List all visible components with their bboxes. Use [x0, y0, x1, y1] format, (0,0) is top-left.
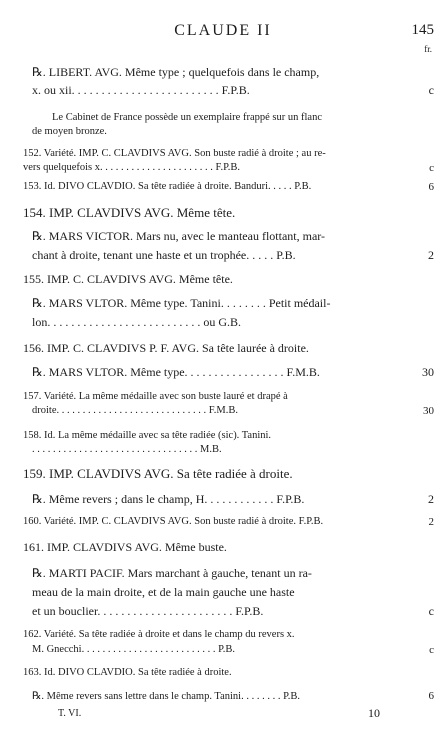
- rarity-value: 30: [422, 365, 434, 379]
- rarity-value: c: [428, 83, 434, 97]
- rarity-value: 30: [423, 405, 434, 417]
- text-line: 156. IMP. C. CLAVDIVS P. F. AVG. Sa tête laurée à droite.: [23, 341, 309, 355]
- text-line: ℞. MARS VICTOR. Mars nu, avec le manteau flottant, mar-: [32, 229, 326, 243]
- text-line: . . . . . . . . . . . . . . . . . . . . . . . . . . . . . . . . M.B.: [32, 444, 222, 455]
- rarity-value: 2: [428, 248, 434, 262]
- text-line: M. Gnecchi. . . . . . . . . . . . . . . . . . . . . . . . . . P.B.: [32, 644, 235, 655]
- text-line: 160. Variété. IMP. C. CLAVDIVS AVG. Son buste radié à droite. F.P.B.: [23, 516, 324, 527]
- text-line: 155. IMP. C. CLAVDIVS AVG. Même tête.: [23, 272, 233, 286]
- text-line: meau de la main droite, et de la main gauche une haste: [32, 585, 295, 599]
- sheet-signature: 10: [368, 706, 380, 720]
- rarity-value: c: [429, 644, 434, 656]
- text-line: 154. IMP. CLAVDIVS AVG. Même tête.: [23, 205, 236, 220]
- rarity-value: c: [429, 162, 434, 174]
- rarity-value: 6: [428, 690, 434, 702]
- rarity-value: 2: [428, 516, 434, 528]
- text-line: droite. . . . . . . . . . . . . . . . . . . . . . . . . . . . . F.M.B.: [32, 405, 238, 416]
- text-line: 157. Variété. La même médaille avec son buste lauré et drapé à: [23, 391, 288, 402]
- text-line: ℞. MARS VLTOR. Même type. Tanini. . . . . . . . Petit médail-: [32, 296, 331, 310]
- rarity-value: c: [428, 604, 434, 618]
- text-line: Le Cabinet de France possède un exemplaire frappé sur un flanc: [52, 112, 322, 123]
- text-line: ℞. Même revers ; dans le champ, H. . . . . . . . . . . . F.P.B.: [32, 492, 305, 506]
- rarity-column-label: fr.: [424, 44, 432, 54]
- text-line: 158. Id. La même médaille avec sa tête radiée (sic). Tanini.: [23, 430, 272, 441]
- text-line: 161. IMP. CLAVDIVS AVG. Même buste.: [23, 540, 227, 554]
- rarity-value: 6: [428, 181, 434, 193]
- volume-marker: T. VI.: [58, 708, 82, 719]
- text-line: ℞. MARTI PACIF. Mars marchant à gauche, tenant un ra-: [32, 566, 312, 580]
- rarity-value: 2: [428, 492, 434, 506]
- text-line: lon. . . . . . . . . . . . . . . . . . . . . . . . . . ou G.B.: [32, 315, 242, 329]
- text-line: et un bouclier. . . . . . . . . . . . . . . . . . . . . . . F.P.B.: [32, 604, 264, 618]
- text-line: x. ou xii. . . . . . . . . . . . . . . . . . . . . . . . . F.P.B.: [32, 83, 250, 97]
- text-line: 153. Id. DIVO CLAVDIO. Sa tête radiée à droite. Banduri. . . . . P.B.: [23, 181, 312, 192]
- text-line: 163. Id. DIVO CLAVDIO. Sa tête radiée à droite.: [23, 667, 232, 678]
- text-line: ℞. MARS VLTOR. Même type. . . . . . . . . . . . . . . . . F.M.B.: [32, 365, 320, 379]
- text-line: 152. Variété. IMP. C. CLAVDIVS AVG. Son buste radié à droite ; au re-: [23, 148, 326, 159]
- text-line: 159. IMP. CLAVDIVS AVG. Sa tête radiée à droite.: [23, 466, 293, 481]
- text-line: 162. Variété. Sa tête radiée à droite et dans le champ du revers x.: [23, 629, 295, 640]
- page-title: CLAUDE II: [174, 22, 272, 39]
- page-number: 145: [411, 22, 434, 38]
- text-line: chant à droite, tenant une haste et un trophée. . . . . P.B.: [32, 248, 296, 262]
- text-line: ℞. LIBERT. AVG. Même type ; quelquefois dans le champ,: [32, 65, 320, 79]
- text-line: vers quelquefois x. . . . . . . . . . . . . . . . . . . . . . F.P.B.: [23, 162, 241, 173]
- text-line: ℞. Même revers sans lettre dans le champ. Tanini. . . . . . . . P.B.: [32, 691, 301, 702]
- text-line: de moyen bronze.: [32, 126, 107, 137]
